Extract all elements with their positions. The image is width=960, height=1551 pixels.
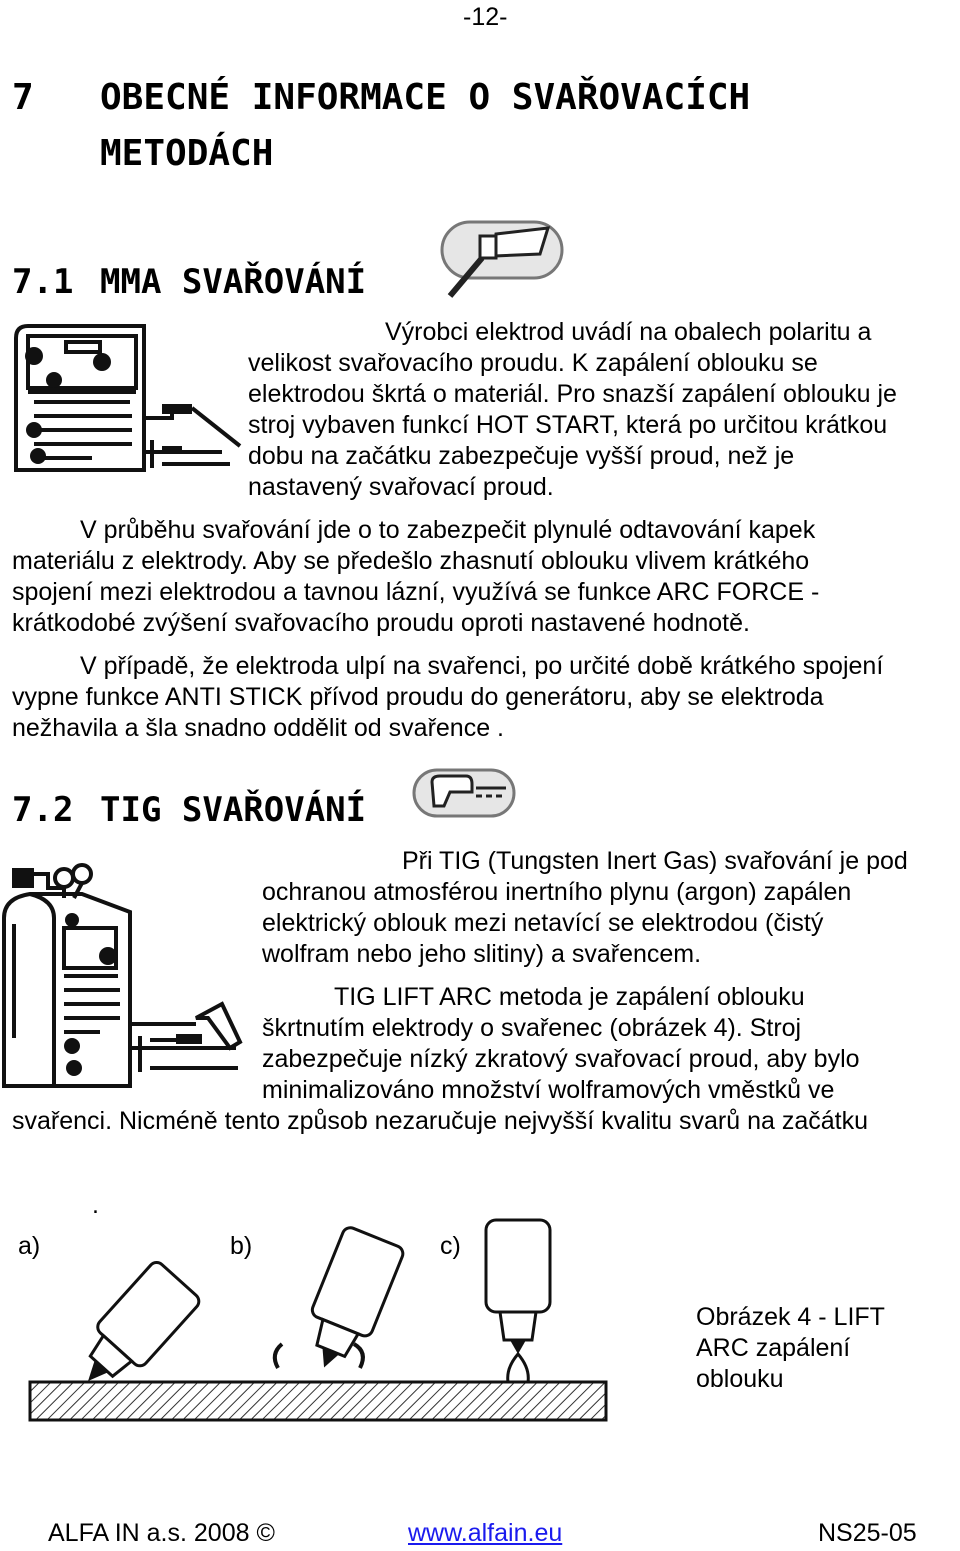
mma-electrode-icon <box>436 214 566 300</box>
mma-welder-illustration <box>12 322 244 474</box>
tig-para2-line2: škrtnutím elektrody o svařenec (obrázek 4). Stroj <box>262 1014 802 1042</box>
figure-caption-line2: ARC zapálení <box>696 1334 851 1362</box>
tig-para2-line3: zabezpečuje nízký zkratový svařovací proud, aby bylo <box>262 1045 860 1073</box>
mma-para1-line1: Výrobci elektrod uvádí na obalech polaritu a <box>385 318 872 346</box>
figure-label-a: a) <box>18 1232 41 1260</box>
figure-caption-line1: Obrázek 4 - LIFT <box>696 1303 885 1331</box>
tig-para2-line5: svařenci. Nicméně tento způsob nezaručuje nejvyšší kvalitu svarů na začátku <box>12 1107 868 1135</box>
section-number-7: 7 <box>12 77 34 118</box>
mma-para2-line2: materiálu z elektrody. Aby se předešlo zhasnutí oblouku vlivem krátkého <box>12 547 810 575</box>
tig-para2-line4: minimalizováno množství wolframových vměstků ve <box>262 1076 835 1104</box>
stray-dot: . <box>92 1191 99 1219</box>
tig-para1-line1: Při TIG (Tungsten Inert Gas) svařování je pod <box>402 847 908 875</box>
page-number: -12- <box>463 3 508 31</box>
subsection-number-71: 7.1 <box>12 262 74 302</box>
mma-para1-line6: nastavený svařovací proud. <box>248 473 554 501</box>
mma-para2-line4: krátkodobé zvýšení svařovacího proudu oproti nastavené hodnotě. <box>12 609 750 637</box>
mma-para1-line2: velikost svařovacího proudu. K zapálení oblouku se <box>248 349 818 377</box>
tig-welder-illustration <box>0 858 250 1090</box>
electrode-a <box>65 1259 202 1402</box>
tig-para1-line4: wolfram nebo jeho slitiny) a svařencem. <box>262 940 702 968</box>
mma-para3-line3: nežhavila a šla snadno oddělit od svařence . <box>12 714 504 742</box>
section-title-line2: METODÁCH <box>100 133 274 174</box>
mma-para1-line4: stroj vybaven funkcí HOT START, která po určitou krátkou <box>248 411 888 439</box>
subsection-title-tig: TIG SVAŘOVÁNÍ <box>100 790 367 830</box>
tig-para1-line2: ochranou atmosférou inertního plynu (argon) zapálen <box>262 878 852 906</box>
subsection-title-mma: MMA SVAŘOVÁNÍ <box>100 262 367 302</box>
footer-doc-code: NS25-05 <box>818 1519 917 1547</box>
electrode-c <box>486 1220 550 1382</box>
electrode-b <box>293 1225 405 1379</box>
subsection-number-72: 7.2 <box>12 790 74 830</box>
section-title-line1: OBECNÉ INFORMACE O SVAŘOVACÍCH <box>100 77 751 118</box>
figure-label-c: c) <box>440 1232 461 1260</box>
mma-para1-line5: dobu na začátku zabezpečuje vyšší proud, než je <box>248 442 795 470</box>
footer-company: ALFA IN a.s. 2008 © <box>48 1519 275 1547</box>
mma-para1-line3: elektrodou škrtá o materiál. Pro snazší zapálení oblouku je <box>248 380 897 408</box>
tig-torch-icon <box>410 766 518 822</box>
mma-para3-line1: V případě, že elektroda ulpí na svařenci, po určité době krátkého spojení <box>80 652 884 680</box>
mma-para3-line2: vypne funkce ANTI STICK přívod proudu do generátoru, aby se elektroda <box>12 683 824 711</box>
tig-para1-line3: elektrický oblouk mezi netavící se elektrodou (čistý <box>262 909 824 937</box>
mma-para2-line1: V průběhu svařování jde o to zabezpečit plynulé odtavování kapek <box>80 516 816 544</box>
figure-label-b: b) <box>230 1232 253 1260</box>
figure-caption-line3: oblouku <box>696 1365 784 1393</box>
workpiece <box>30 1382 606 1420</box>
mma-para2-line3: spojení mezi elektrodou a tavnou lázní, využívá se funkce ARC FORCE - <box>12 578 820 606</box>
lift-arc-figure <box>20 1220 620 1430</box>
tig-para2-line1: TIG LIFT ARC metoda je zapálení oblouku <box>334 983 805 1011</box>
footer-website-link[interactable]: www.alfain.eu <box>408 1519 563 1547</box>
